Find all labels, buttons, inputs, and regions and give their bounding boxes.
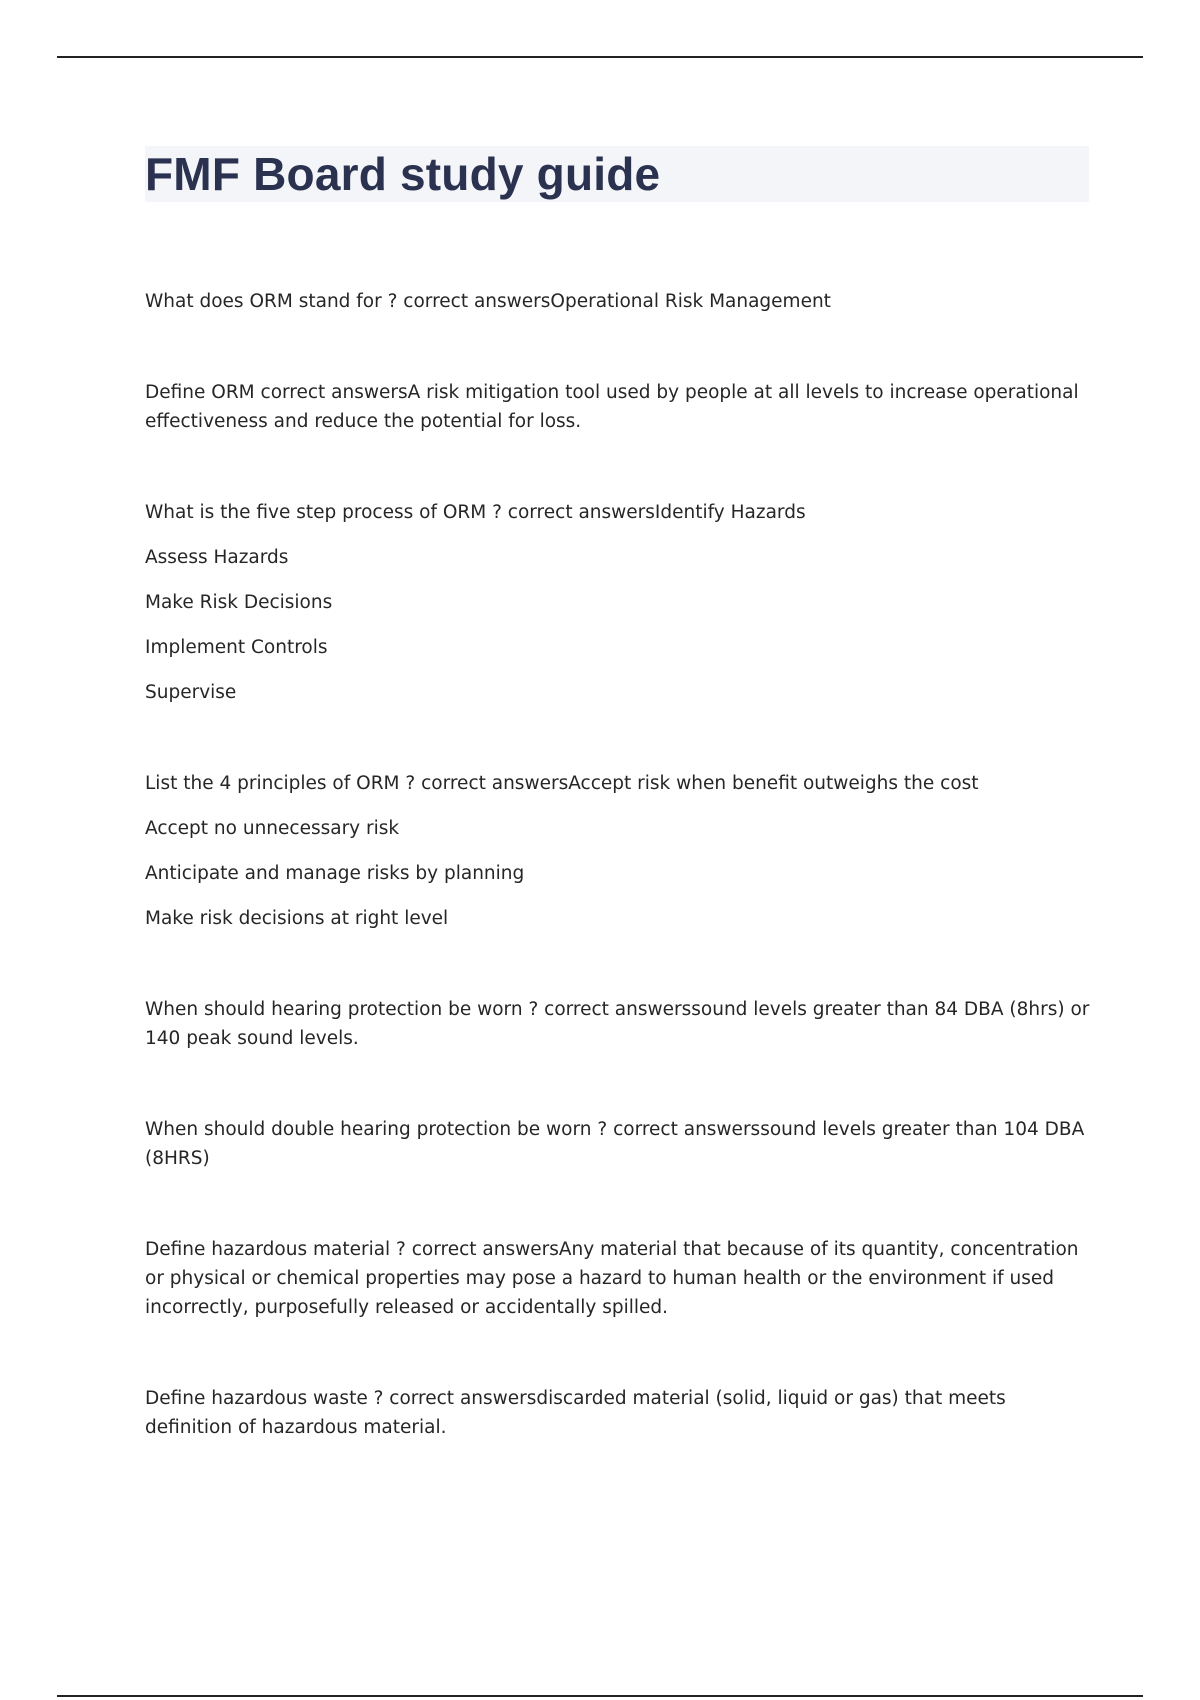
answer-list-item: Make Risk Decisions	[145, 592, 333, 613]
qa-entry-double-hearing-protection	[145, 1115, 1095, 1173]
answer-list-item: Anticipate and manage risks by planning	[145, 863, 525, 884]
qa-entry-orm-five-steps	[145, 498, 1095, 707]
qa-text: Define hazardous material ? correct answersAny material that because of its quantity, concentration or physical or chemical properties may pose a hazard to human health or the environment if used incorrectly, purposefully released or accidentally spilled.	[145, 1239, 1079, 1318]
qa-text: Define ORM correct answersA risk mitigation tool used by people at all levels to increase operational effectiveness and reduce the potential for loss.	[145, 382, 1079, 432]
qa-entry-orm-definition	[145, 378, 1095, 436]
answer-list-item: Assess Hazards	[145, 547, 289, 568]
qa-text: Define hazardous waste ? correct answersdiscarded material (solid, liquid or gas) that meets definition of hazardous material.	[145, 1388, 1006, 1438]
qa-text: What is the five step process of ORM ? correct answersIdentify Hazards	[145, 502, 806, 523]
qa-text: When should hearing protection be worn ? correct answerssound levels greater than 84 DBA (8hrs) or 140 peak sound levels.	[145, 999, 1090, 1049]
answer-list-item: Make risk decisions at right level	[145, 908, 449, 929]
qa-text: What does ORM stand for ? correct answersOperational Risk Management	[145, 291, 831, 312]
qa-entry-hazardous-waste	[145, 1384, 1095, 1442]
qa-entry-hazardous-material	[145, 1235, 1095, 1322]
answer-list-item: Accept no unnecessary risk	[145, 818, 400, 839]
qa-entry-hearing-protection	[145, 995, 1095, 1053]
answer-list-item: Supervise	[145, 682, 237, 703]
bottom-divider	[57, 1695, 1143, 1697]
qa-entry-orm-acronym	[145, 287, 1095, 316]
answer-list-item: Implement Controls	[145, 637, 328, 658]
qa-text: When should double hearing protection be worn ? correct answerssound levels greater than 104 DBA (8HRS)	[145, 1119, 1085, 1169]
qa-text: List the 4 principles of ORM ? correct answersAccept risk when benefit outweighs the cost	[145, 773, 979, 794]
study-guide-content	[145, 287, 1095, 1504]
top-divider	[57, 56, 1143, 58]
qa-entry-orm-principles	[145, 769, 1095, 933]
page-title: FMF Board study guide	[145, 148, 661, 200]
